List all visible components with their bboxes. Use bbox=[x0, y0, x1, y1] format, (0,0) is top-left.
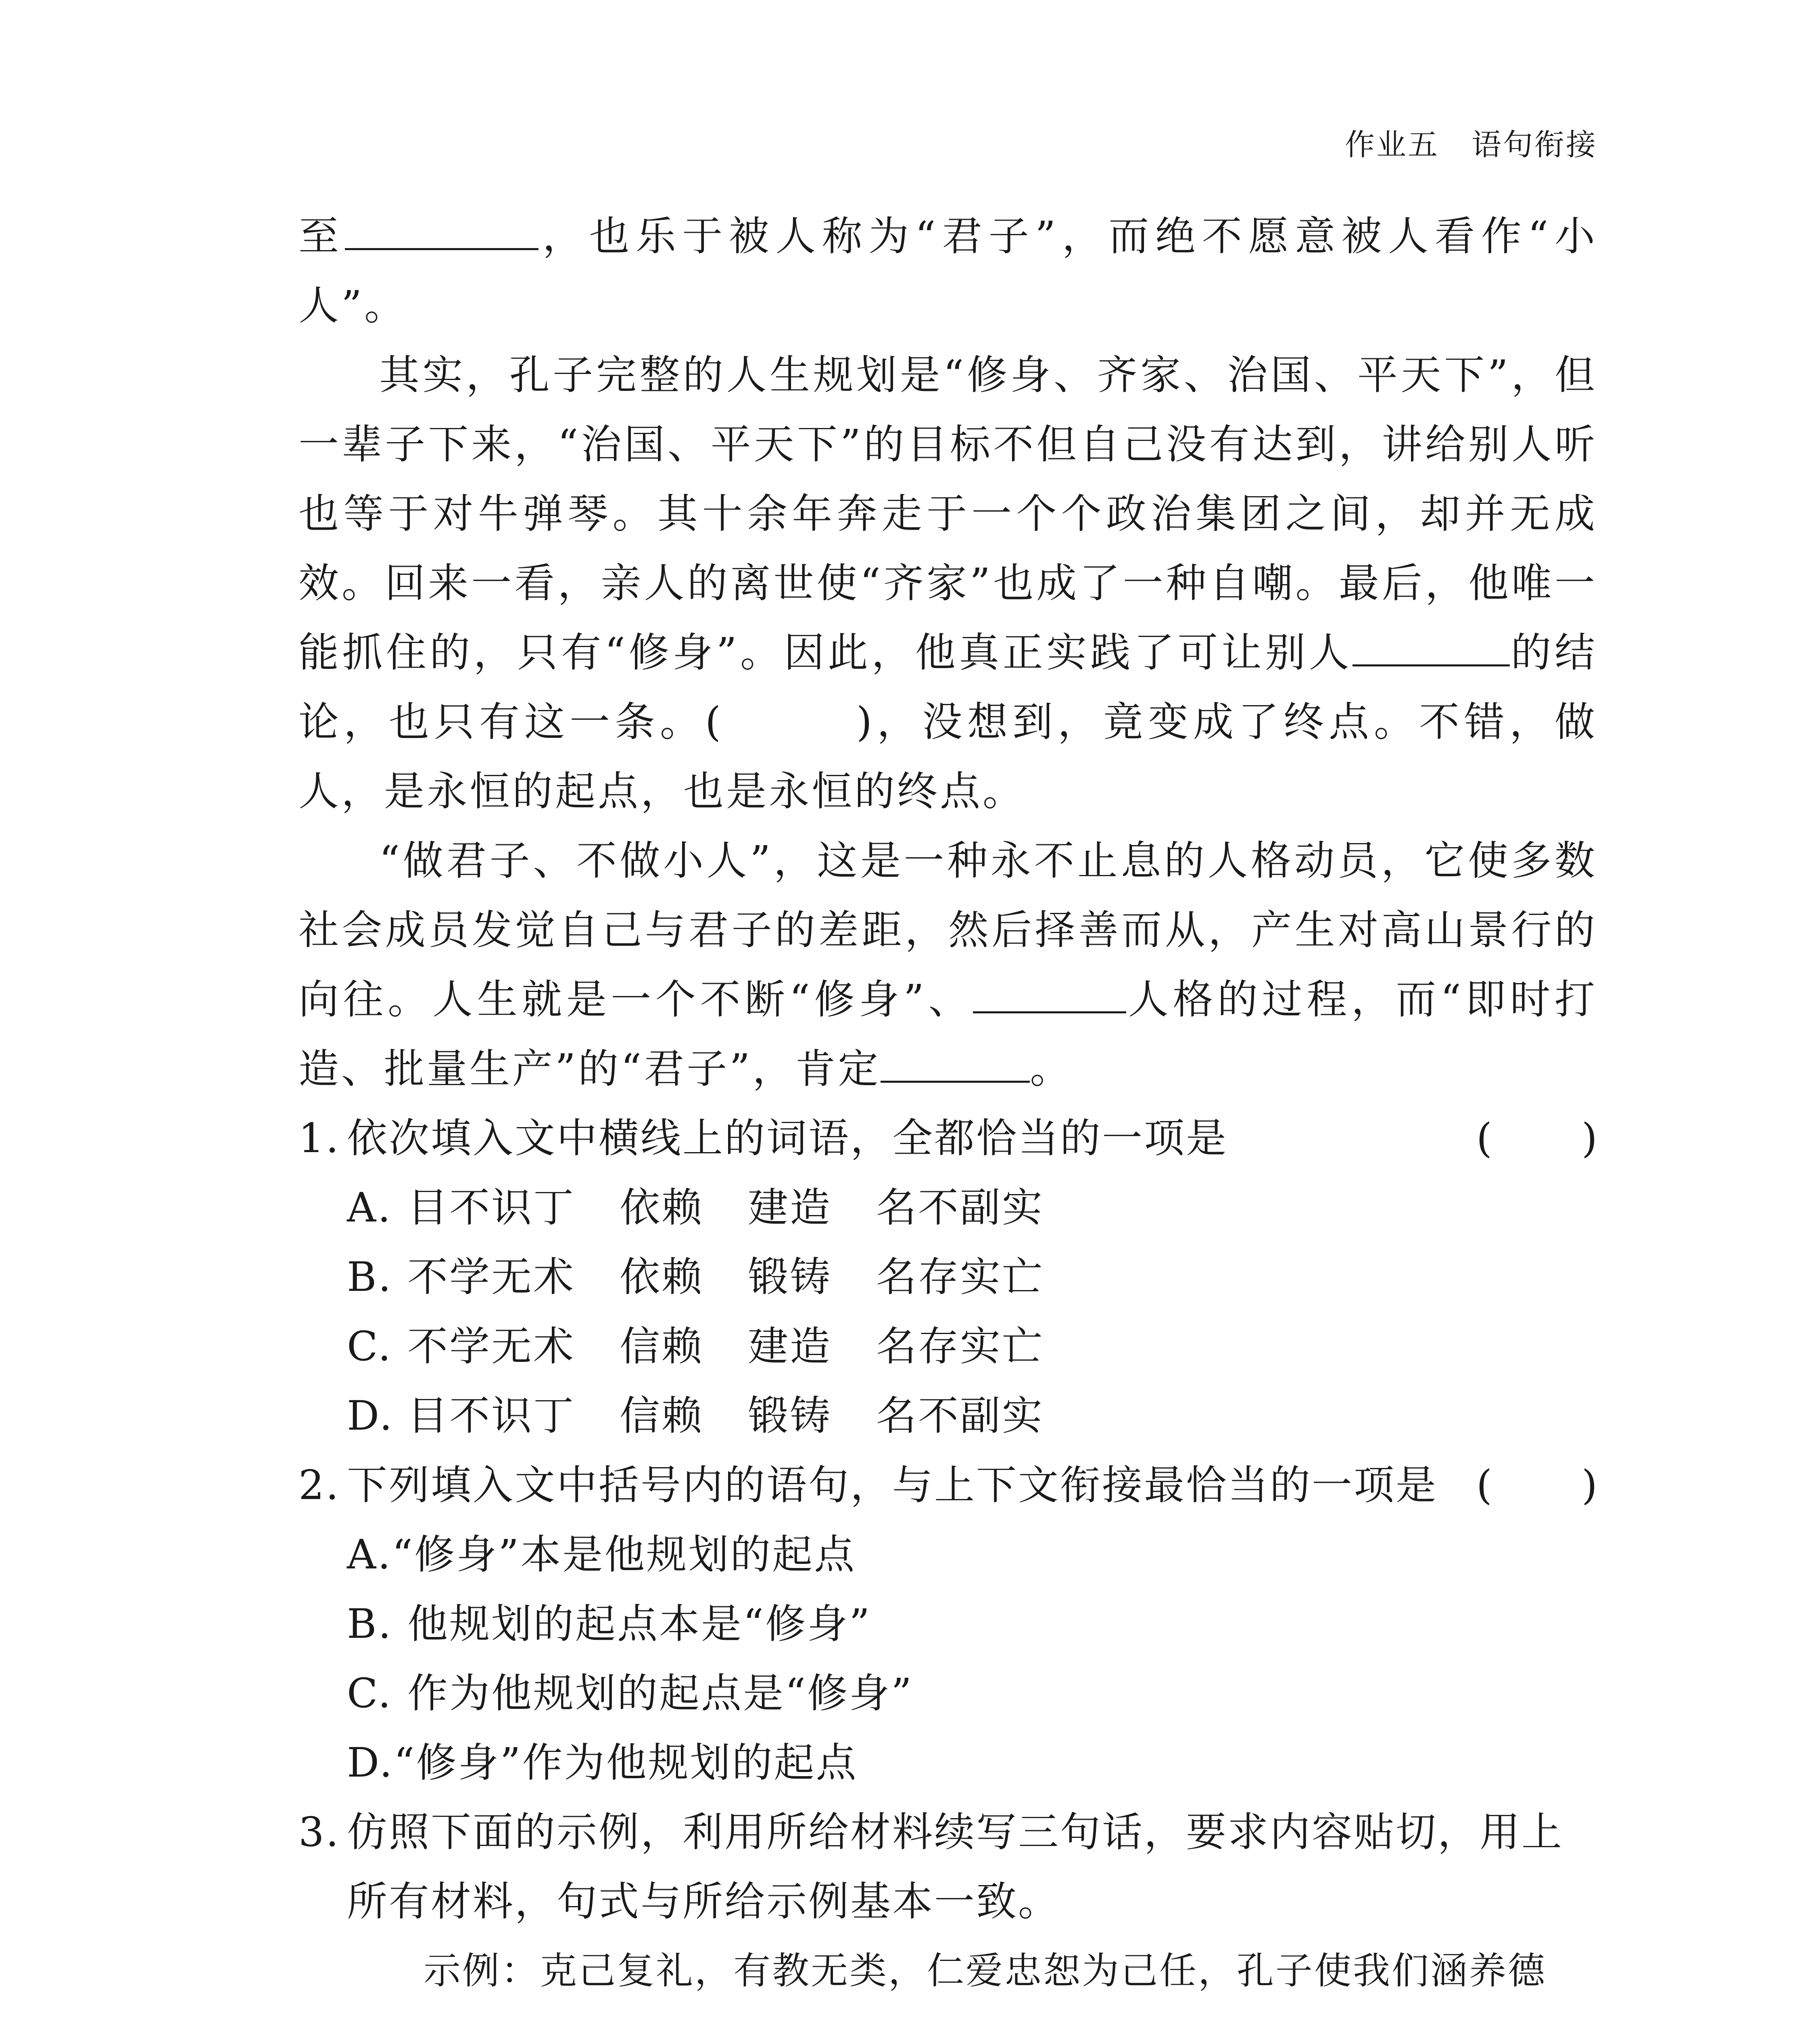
answer-bracket[interactable] bbox=[1476, 1451, 1597, 1520]
option-word: 信赖 bbox=[620, 1392, 703, 1439]
topic-label: 语句衔接 bbox=[1471, 127, 1597, 162]
bracket-close: ) bbox=[1581, 1462, 1597, 1509]
option-word: 目不识丁 bbox=[407, 1392, 575, 1439]
question-2 bbox=[298, 1451, 1597, 1520]
fill-blank-2[interactable] bbox=[1352, 627, 1510, 666]
option-a[interactable] bbox=[298, 1520, 1597, 1589]
option-b[interactable] bbox=[298, 1589, 1597, 1659]
option-letter: A. bbox=[347, 1531, 392, 1578]
option-word: 目不识丁 bbox=[407, 1184, 575, 1231]
paragraph-1 bbox=[298, 202, 1597, 340]
option-letter: B. bbox=[347, 1253, 393, 1301]
question-stem: 依次填入文中横线上的词语，全都恰当的一项是 bbox=[347, 1115, 1228, 1162]
question-3 bbox=[298, 1798, 1597, 1936]
option-letter: D. bbox=[347, 1392, 394, 1439]
option-word: 名存实亡 bbox=[876, 1253, 1044, 1301]
paragraph-3-text-c: 。 bbox=[1030, 1045, 1073, 1092]
paragraph-2 bbox=[298, 340, 1597, 826]
option-word: 锻铸 bbox=[748, 1253, 832, 1301]
fill-blank-1[interactable] bbox=[345, 211, 538, 250]
paragraph-2-text-c: )，没想到，竟变成了终点。不错，做人，是永恒的起点，也是永恒的终点。 bbox=[298, 698, 1598, 815]
option-text: “修身”作为他规划的起点 bbox=[394, 1739, 858, 1786]
fill-blank-3[interactable] bbox=[973, 974, 1126, 1013]
option-a[interactable] bbox=[298, 1173, 1597, 1242]
bracket-open: ( bbox=[1476, 1462, 1492, 1509]
page-content bbox=[298, 202, 1597, 2017]
paragraph-3-text-a: “做君子、不做小人”，这是一种永不止息的人格动员，它使多数社会成员发觉自己与君子的差距，然后择善而从，产生对高山景行的向往。人生就是一个不断“修身”、 bbox=[298, 837, 1597, 1023]
option-letter: B. bbox=[347, 1600, 393, 1647]
question-stem: 仿照下面的示例，利用所给材料续写三句话，要求内容贴切，用上所有材料，句式与所给示例基本一致。 bbox=[347, 1808, 1563, 1925]
paragraph-1-text-b: ，也乐于被人称为“君子”，而绝不愿意被人看作“小人”。 bbox=[298, 213, 1597, 329]
option-word: 锻铸 bbox=[748, 1392, 832, 1439]
option-word: 依赖 bbox=[620, 1253, 703, 1301]
option-text: “修身”本是他规划的起点 bbox=[392, 1531, 856, 1578]
paragraph-3-text-b: 人格的过程，而“即时打造、批量生产”的“君子”，肯定 bbox=[298, 976, 1598, 1092]
option-d[interactable] bbox=[298, 1381, 1597, 1451]
bracket-close: ) bbox=[1581, 1115, 1597, 1162]
example-sentence: 示例：克己复礼，有教无类，仁爱忠恕为己任，孔子使我们涵养德 bbox=[424, 1949, 1547, 1992]
paragraph-3 bbox=[298, 826, 1597, 1104]
option-word: 信赖 bbox=[620, 1323, 703, 1370]
page-header bbox=[1345, 121, 1597, 164]
option-word: 名不副实 bbox=[876, 1184, 1044, 1231]
option-c[interactable] bbox=[298, 1312, 1597, 1381]
paragraph-2-text-a: 其实，孔子完整的人生规划是“修身、齐家、治国、平天下”，但一辈子下来，“治国、平天下”的目标不但自己没有达到，讲给别人听也等于对牛弹琴。其十余年奔走于一个个政治集团之间，却并无成效。回来一看，亲人的离世使“齐家”也成了一种自嘲。最后，他唯一能抓住的，只有“修身”。因此，他真正实践了可让别人 bbox=[298, 351, 1597, 676]
option-letter: A. bbox=[347, 1184, 392, 1231]
fill-blank-4[interactable] bbox=[881, 1044, 1030, 1083]
option-word: 依赖 bbox=[620, 1184, 703, 1231]
option-c[interactable] bbox=[298, 1659, 1597, 1728]
option-word: 建造 bbox=[748, 1323, 832, 1370]
option-b[interactable] bbox=[298, 1242, 1597, 1312]
paragraph-2-text-b: 的结论，也只有这一条。( bbox=[298, 629, 1597, 745]
option-word: 建造 bbox=[748, 1184, 832, 1231]
paragraph-1-text-a: 至 bbox=[298, 213, 345, 260]
option-word: 不学无术 bbox=[407, 1253, 575, 1301]
homework-label: 作业五 bbox=[1345, 127, 1439, 162]
option-d[interactable] bbox=[298, 1728, 1597, 1798]
question-number: 1. bbox=[298, 1115, 340, 1162]
question-stem: 下列填入文中括号内的语句，与上下文衔接最恰当的一项是 bbox=[347, 1462, 1438, 1509]
option-word: 不学无术 bbox=[407, 1323, 575, 1370]
answer-bracket[interactable] bbox=[1476, 1104, 1597, 1173]
option-word: 名不副实 bbox=[876, 1392, 1044, 1439]
option-letter: C. bbox=[347, 1670, 392, 1717]
option-letter: C. bbox=[347, 1323, 392, 1370]
question-1 bbox=[298, 1104, 1597, 1173]
question-number: 3. bbox=[298, 1808, 340, 1856]
option-letter: D. bbox=[347, 1739, 394, 1786]
question-number: 2. bbox=[298, 1462, 340, 1509]
bracket-open: ( bbox=[1476, 1115, 1492, 1162]
option-text: 他规划的起点本是“修身” bbox=[407, 1600, 872, 1647]
option-word: 名存实亡 bbox=[876, 1323, 1044, 1370]
option-text: 作为他规划的起点是“修身” bbox=[407, 1670, 914, 1717]
